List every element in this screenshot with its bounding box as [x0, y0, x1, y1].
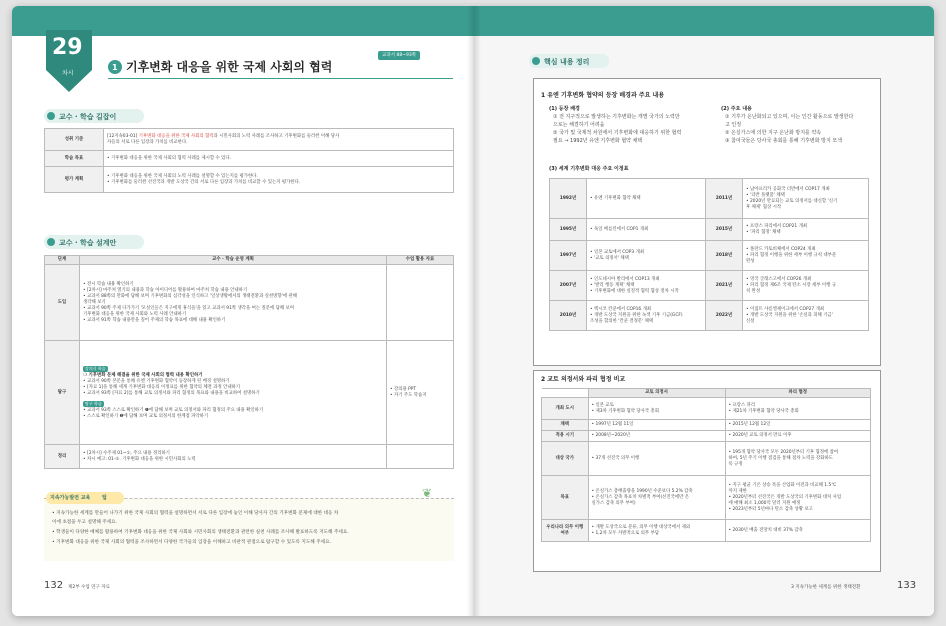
- milestone-events: [743, 301, 869, 331]
- bg-line: 으로는 해결하기 어려움: [553, 122, 605, 128]
- milestone-event: • 개발 도상국 지원을 위한 '손실과 피해 기금': [746, 312, 833, 318]
- row-label: 개최 도시: [542, 398, 589, 420]
- kyoto-cell: [588, 442, 725, 476]
- kyoto-cell: [588, 476, 725, 520]
- table-row: [550, 179, 869, 219]
- summary-heading: 핵심 내용 정리: [544, 58, 590, 66]
- milestone-event: • 인도네시아 발리에서 COP13 개최: [590, 276, 660, 282]
- bg-line: ① 전 지구적으로 발생하는 기후변화는 개별 국가의 노력만: [553, 114, 680, 120]
- main-line: 고 인정: [725, 122, 742, 128]
- explore-line: • 교과서 93쪽 [자료 2]를 통해 교토 의정서와 파리 협정의 목표와 내용을 비교하여 설명하기: [83, 390, 260, 396]
- table-row: [542, 431, 871, 442]
- row-label: 목표: [542, 476, 589, 520]
- milestone-events: [587, 271, 706, 301]
- row-label: 채택: [542, 420, 589, 431]
- row-label: 대상 국가: [542, 442, 589, 476]
- cell-line: • 프랑스 파리: [728, 402, 756, 408]
- textbook-ref: 교과서 88~93쪽: [378, 51, 420, 60]
- section-label: 01 국제 사회와 시민사회의 협력: [108, 41, 202, 49]
- table-row: [550, 219, 869, 241]
- table-row: [45, 256, 454, 265]
- cell-line: • 2020년부터 선진국은 개발 도상국의 기후변화 대처 사업: [728, 494, 842, 500]
- intro-line: • 교과서 90쪽 주제 다가가기 '모실인들은 지구에게 휴식을'을 읽고 교과서 91쪽 생각을 여는 질문에 답해 보며: [83, 305, 295, 311]
- milestone-events: [743, 241, 869, 271]
- plan-table: [44, 255, 454, 469]
- title-underline: [108, 78, 453, 79]
- eval-line-1: • 기후변화 대응을 위한 국제 사회의 노력 사례를 설명할 수 있는지를 평가한다.: [107, 173, 258, 179]
- cell-line: • 2020년 교토 의정서 만료 이후: [728, 433, 792, 438]
- explore-line: • 교과서 90쪽 본문을 통해 유엔 기후변화 협약이 등장하게 된 배경 설명하기: [83, 378, 230, 384]
- plan-col-plan: 교수 · 학습 운영 계획: [80, 256, 387, 265]
- milestone-events: [587, 241, 706, 271]
- guide-standard-text: [104, 129, 454, 151]
- eval-line-2: • 기후변화를 둘러싼 선진국과 개발 도상국 간의 서로 다른 입장과 가치를 비교할 수 있는지 평가한다.: [107, 179, 301, 185]
- table-row: [542, 420, 871, 431]
- explore-subheading-text: 기후변화 문제 해결을 위한 국제 사회의 협력 내용 확인하기: [88, 372, 203, 378]
- milestone-event: 완성: [746, 258, 755, 264]
- right-header-band: [473, 6, 934, 36]
- stage-intro: 도입: [45, 265, 80, 341]
- material-item: • 강의용 PPT: [390, 386, 417, 392]
- plan-col-stage: 단계: [45, 256, 80, 265]
- milestone-event: • 개발 도상국 지원을 위한 녹색 기후 기금(GCF): [590, 312, 683, 318]
- book-gutter: [467, 6, 481, 616]
- intro-materials: [387, 265, 454, 341]
- cell-line: • 일본 교토: [591, 402, 614, 408]
- table-row: [550, 271, 869, 301]
- explore-line: • [자료 1]을 통해 세계 기후변화 대응의 이정표를 위한 협약의 체결 과정 안내하기: [83, 384, 241, 390]
- cell-line: • 1997년 12월 11일: [591, 422, 634, 427]
- paris-cell: [725, 431, 871, 442]
- chapter-number: 29: [52, 35, 83, 60]
- box2-title: 2 교토 의정서와 파리 협정 비교: [541, 376, 626, 383]
- milestone-year: 1997년: [550, 241, 587, 271]
- col-kyoto: 교토 의정서: [588, 389, 725, 398]
- milestone-events: [743, 219, 869, 241]
- table-row: [45, 341, 454, 445]
- paris-cell: [725, 398, 871, 420]
- row-label: 우리나라 의무 이행 여부: [542, 520, 589, 542]
- bg-line: 필요 → 1992년 유엔 기후변화 협약 채택: [553, 138, 643, 144]
- milestone-year: 2018년: [706, 241, 743, 271]
- paris-cell: [725, 520, 871, 542]
- explore-line: • 교과서 93쪽 스스로 확인하기 ❶에 답해 보며 교토 의정서와 파리 협정의 주요 내용 확인하기: [83, 407, 264, 413]
- cell-line: • 2030년 배출 전망치 대비 37% 감축: [728, 527, 803, 533]
- guide-heading: 교수 · 학습 길잡이: [59, 113, 117, 121]
- milestone-events: [587, 179, 706, 219]
- right-page: [473, 6, 934, 616]
- standard-text-b: 과 시민사회의 노력 사례를 조사하고 기후변화를 둘러싼 이해 당사: [213, 133, 340, 139]
- table-row: [542, 476, 871, 520]
- guide-label-goal: 학습 목표: [45, 151, 104, 167]
- milestone-event: • 폴란드 카토비체에서 COP24 개최: [746, 246, 816, 252]
- circle-icon: ❍: [83, 372, 89, 378]
- milestone-event: • 2020년 만료되는 교토 의정서를 대신할 '신기: [746, 198, 838, 204]
- table-row: [542, 520, 871, 542]
- plan-heading: 교수 · 학습 설계안: [59, 239, 117, 247]
- cell-line: • 제3차 기후변화 협약 당사국 총회: [591, 408, 660, 414]
- table-row: [45, 151, 454, 167]
- bg-line: ② 국가 및 국제적 차원에서 기후변화에 대응하기 위한 협력: [553, 130, 682, 136]
- tips-heading-a: 지속가능발전 교육: [50, 495, 91, 501]
- table-row: [45, 129, 454, 151]
- milestone-event: • 남아프리카 공화국 더반에서 COP17 개최: [746, 186, 830, 192]
- intro-line: 기후변화 대응을 위한 국제 사회와 노력 사례 안내하기: [83, 311, 187, 317]
- tag-lecture: 강의식 학습: [85, 365, 106, 371]
- tip-line: • 지속가능한 세계를 만들어 나가기 위한 국제 사회의 협력을 설명하면서 서로 다른 입장에 놓인 이해 당사자 간의 기후변화 문제에 대한 대응 차: [52, 511, 339, 516]
- milestone-event: • 유엔 기후변화 협약 채택: [590, 195, 641, 201]
- cell-line: • 2023년부터 5년마다 탄소 감축 상황 보고: [728, 506, 813, 512]
- stage-explore: 탐구: [45, 341, 80, 445]
- tip-line: • 기후변화 대응을 위한 국제 사회의 협력을 조사하면서 다양한 국가들의 입장을 이해하고 비판적 관점으로 탐구할 수 있도록 지도해 주세요.: [52, 540, 331, 545]
- milestone-event: • 파리 협정 이행을 위한 세부 이행 규칙 대부분: [746, 252, 837, 258]
- standard-code: [12지속03-01]: [107, 133, 139, 139]
- milestone-event: 후 체제' 협상 시작: [746, 204, 782, 210]
- cell-line: 록 규정: [728, 461, 743, 467]
- milestone-events: [743, 179, 869, 219]
- tip-line: • 학생들이 다양한 매체를 활용하여 기후변화 대응을 위한 국제 사회와 시민사회의 생태전환과 관련한 실천 사례를 조사해 발표하도록 지도해 주세요.: [52, 530, 349, 535]
- cell-line: • 제21차 기후변화 협약 당사국 총회: [728, 408, 799, 414]
- milestone-year: 2011년: [706, 179, 743, 219]
- milestone-year: 1992년: [550, 179, 587, 219]
- kyoto-cell: [588, 398, 725, 420]
- table-row: [45, 445, 454, 469]
- milestone-event: 칙 완성: [746, 288, 761, 294]
- cell-line: • 1,2차 모두 자발적으로 의무 부담: [591, 530, 659, 536]
- milestone-year: 2021년: [706, 271, 743, 301]
- table-row: [45, 167, 454, 193]
- guide-goal-text: • 기후변화 대응을 위한 국제 사회의 협력 사례를 제시할 수 있다.: [104, 151, 454, 167]
- cell-line: 에 매해 최소 1,000억 달러 지원 예정: [728, 500, 801, 506]
- wrap-content: [80, 445, 387, 469]
- milestones-table: [549, 178, 869, 331]
- guide-table: [44, 128, 454, 193]
- milestone-event: • 기후변화에 대한 실질적 협력 협상 절차 시작: [590, 288, 679, 294]
- right-page-number: 133: [897, 580, 917, 591]
- milestone-event: • '교토 의정서' 채택: [590, 255, 629, 261]
- textbook-spread: [12, 6, 934, 616]
- cell-line: • 온실가스 총배출량을 1990년 수준보다 5.2% 감축: [591, 488, 693, 494]
- milestone-event: • 멕시코 칸쿤에서 COP16 개최: [590, 306, 652, 312]
- cell-line: • 2015년 12월 12일: [728, 422, 771, 427]
- standard-text-c: 자들의 서로 다른 입장과 가치를 비교한다.: [107, 139, 188, 145]
- table-row: [45, 265, 454, 341]
- kyoto-cell: [588, 420, 725, 431]
- cell-line: • 온실가스 감축 목표치 차별적 부여(선진국에만 온: [591, 494, 690, 500]
- tips-heading-b: 팁: [102, 495, 107, 501]
- table-row: [542, 442, 871, 476]
- row-label: 적용 시기: [542, 431, 589, 442]
- cell-line: • 개발 도상국으로 분류, 의무 이행 대상국에서 제외: [591, 524, 691, 530]
- main-title: (2) 주요 내용: [721, 106, 752, 112]
- paris-cell: [725, 442, 871, 476]
- stage-wrap: 정리: [45, 445, 80, 469]
- left-page-number: 132: [44, 580, 64, 591]
- guide-heading-icon: [47, 112, 55, 120]
- standard-highlight: 기후변화 대응을 위한 국제 사회의 협력: [138, 133, 214, 139]
- chapter-sub: 차시: [62, 70, 74, 77]
- cell-line: • 37개 선진국 의무 이행: [591, 455, 640, 461]
- table-row: [542, 389, 871, 398]
- lesson-title: 기후변화 대응을 위한 국제 사회의 협력: [126, 60, 333, 74]
- cell-line: • 195개 협약 당사국 모두 2020년부터 기후 협정에 참여: [728, 449, 839, 455]
- material-item: • 자기 주도 학습지: [390, 392, 427, 398]
- paris-cell: [725, 420, 871, 431]
- title-number: 1: [112, 63, 118, 72]
- explore-content: [80, 341, 387, 445]
- milestone-events: [743, 271, 869, 301]
- milestone-event: • 일본 교토에서 COP3 개최: [590, 249, 645, 255]
- milestone-event: • '발리 행동 계획' 채택: [590, 282, 635, 288]
- kyoto-cell: [588, 431, 725, 442]
- milestone-event: 신설: [746, 318, 755, 324]
- main-line: ③ 참여국들은 당사국 총회를 통해 기후변화 방지 모색: [725, 138, 843, 144]
- tip-line: 이에 초점을 두고 설명해 주세요.: [52, 520, 117, 525]
- cell-line: • 2008년~2020년: [591, 433, 630, 438]
- left-footer-part: 제2부 수업 연구 자료: [68, 585, 110, 590]
- tag-inquiry: 탐구 학습: [85, 400, 102, 406]
- milestone-event: • 영국 글래스고에서 COP26 개최: [746, 276, 812, 282]
- milestone-event: • '파리 협정' 채택: [746, 229, 781, 235]
- paris-cell: [725, 476, 871, 520]
- explore-materials: [387, 341, 454, 445]
- left-page: [12, 6, 473, 616]
- cell-line: 하여, 5년 주기 이행 점검을 통해 점차 노력을 강화하도: [728, 455, 833, 461]
- wrap-materials: [387, 445, 454, 469]
- bg-title: (1) 등장 배경: [549, 106, 580, 112]
- milestone-year: 2022년: [706, 301, 743, 331]
- milestone-events: [587, 301, 706, 331]
- milestone-event: • '더반 플랫폼' 채택: [746, 192, 785, 198]
- milestone-event: • 파리 협정 제6조 국제 탄소 시장 세부 이행 규: [746, 282, 837, 288]
- intro-content: [80, 265, 387, 341]
- leaf-icon: ❦: [422, 486, 433, 500]
- kyoto-cell: [588, 520, 725, 542]
- milestone-year: 2010년: [550, 301, 587, 331]
- wrap-line: • [2차시] 수주제 01~①, 주요 내용 정리하기: [83, 450, 170, 456]
- plan-heading-icon: [47, 238, 55, 246]
- guide-label-eval: 평가 계획: [45, 167, 104, 193]
- right-footer-unit: 3 지속가능한 세계를 위한 생태전환: [791, 585, 861, 590]
- milestone-year: 2007년: [550, 271, 587, 301]
- guide-eval-text: [104, 167, 454, 193]
- intro-line: • [2차시] 마주쳐 열기의 내용과 학습 아이디어를 활용하여 마주쳐 학습 내용 안내하기: [83, 287, 248, 293]
- summary-heading-icon: [532, 57, 540, 65]
- milestone-year: 1995년: [550, 219, 587, 241]
- intro-line: • 전시 학습 내용 확인하기: [83, 281, 134, 287]
- milestone-year: 2015년: [706, 219, 743, 241]
- intro-line: • 교과서 88쪽의 만화에 답해 보며 기후변화의 심각성을 인식하고 '일상생활에서의 생태전환과 실천방향'에 관해: [83, 293, 297, 299]
- box1-title: 1 유엔 기후변화 협약의 등장 배경과 주요 내용: [541, 92, 665, 99]
- table-row: [542, 398, 871, 420]
- intro-line: 생각해 보기: [83, 299, 106, 305]
- milestones-title: (3) 세계 기후변화 대응 주요 이정표: [549, 166, 629, 172]
- main-line: ② 온실가스에 의한 지구 온난화 방지를 약속: [725, 130, 822, 136]
- plan-col-materials: 수업 활용 자료: [387, 256, 454, 265]
- milestone-event: • 이집트 샤름엘셰이크에서 COP27 개최: [746, 306, 825, 312]
- main-line: ① 기후가 온난화되고 있으며, 이는 인간 활동으로 발생한다: [725, 114, 854, 120]
- table-row: [550, 241, 869, 271]
- comparison-table: [541, 388, 871, 542]
- col-paris: 파리 협정: [725, 389, 871, 398]
- comparison-corner: [542, 389, 589, 398]
- intro-line: • 교과서 91쪽 학습 내용만을 짚어 주제의 학습 목표에 대해 내용 확인하기: [83, 317, 226, 323]
- milestone-event: 조성을 합의한 '칸쿤 결정문' 채택: [590, 318, 654, 324]
- explore-line: • 스스로 확인하기 ❷에 답해 보며 교토 의정서의 한계점 파악하기: [83, 413, 209, 419]
- guide-label-standard: 성취 기준: [45, 129, 104, 151]
- milestone-event: • 프랑스 파리에서 COP21 개최: [746, 223, 808, 229]
- wrap-line: • 차시 예고: 01-②. 기후변화 대응을 위한 시민사회의 노력: [83, 456, 196, 462]
- milestone-event: • 독일 베를린에서 COP1 개최: [590, 226, 649, 232]
- table-row: [550, 301, 869, 331]
- cell-line: 실가스 감축 의무 부여): [591, 500, 636, 506]
- milestone-events: [587, 219, 706, 241]
- cell-line: • 지구 평균 기온 상승 폭을 산업화 이전과 비교해 1.5℃: [728, 482, 837, 488]
- cell-line: 까지 제한: [728, 488, 747, 494]
